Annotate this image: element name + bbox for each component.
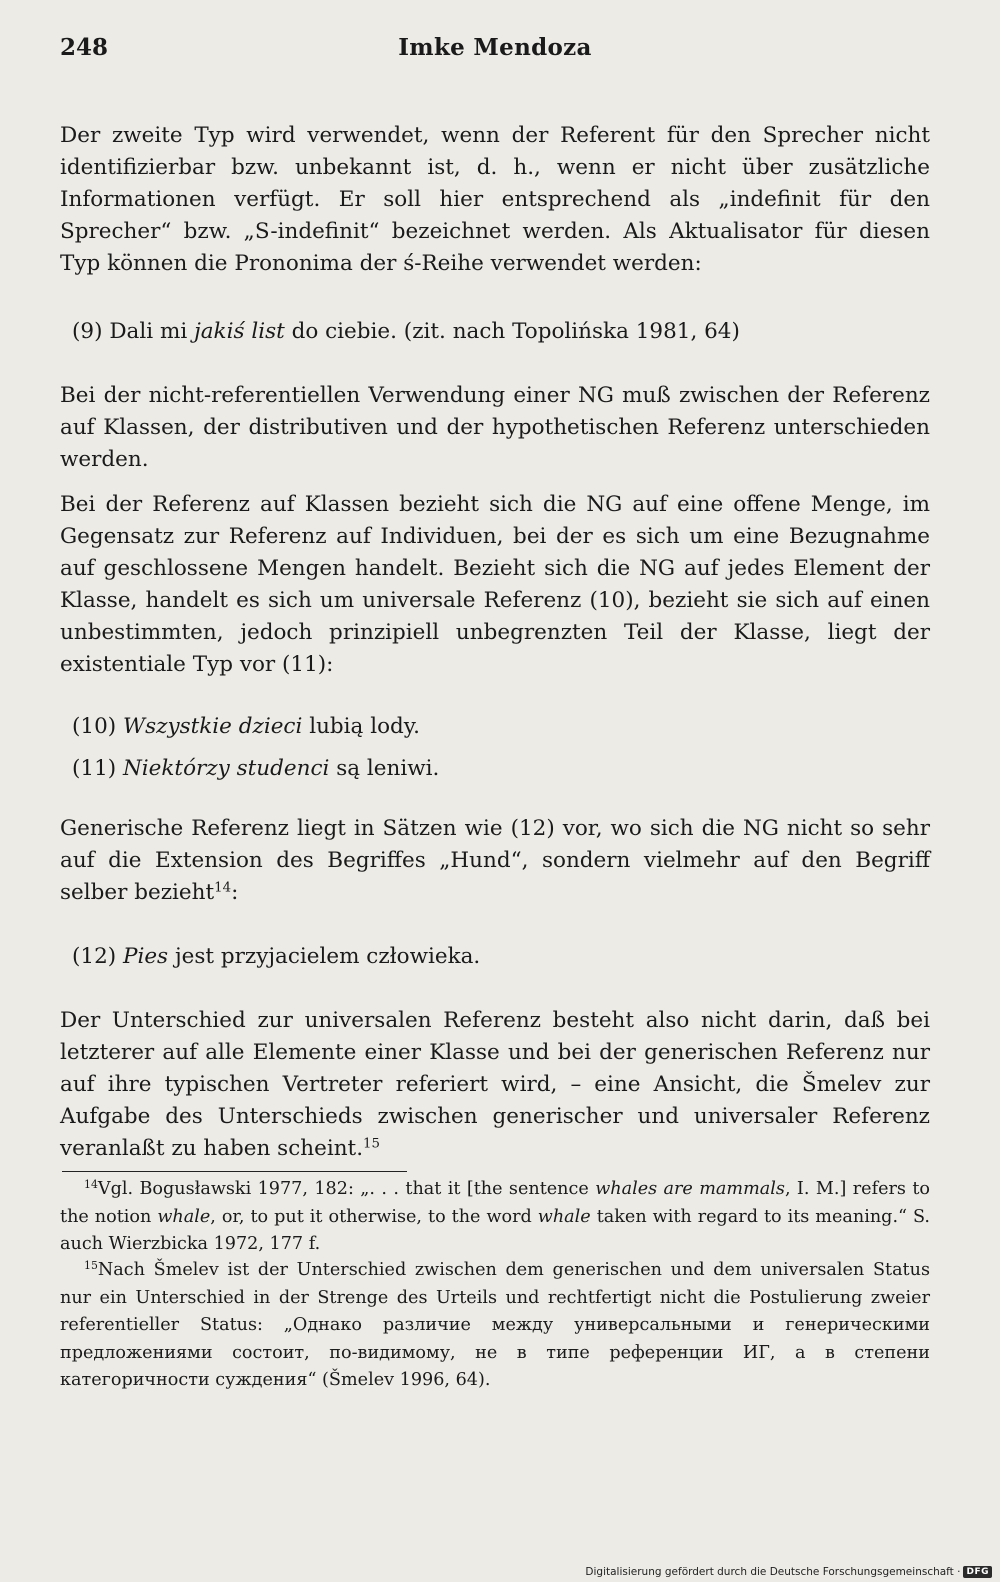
paragraph-3-text: Bei der Referenz auf Klassen bezieht sich die NG auf eine offene Menge, im Gegensatz zur Referenz auf Individuen, bei der es sich um eine Bezugnahme auf geschlossene Mengen handelt. Bezieht sich die NG auf jedes Element der Klasse, handelt es sich um universale Referenz (10), bezieht sie sich auf einen unbestimmten, jedoch prinzipiell unbegrenzten Teil der Klasse, liegt der existentiale Typ vor (11): [60,492,930,677]
footnote-divider [62,1171,407,1172]
example-10-number: (10) [72,714,117,739]
example-9-italic: jakiś list [194,319,285,344]
footnote-ref-15: 15 [363,1136,380,1152]
example-10-post: lubią lody. [309,714,420,739]
dfg-logo: DFG [963,1566,992,1578]
paragraph-4-tail: : [231,880,239,905]
example-9-number: (9) [72,319,103,344]
paragraph-5-body [60,1005,930,1165]
paragraph-5-text: Der Unterschied zur universalen Referenz besteht also nicht darin, daß bei letzterer auf alle Elemente einer Klasse und bei der generischen Referenz nur auf ihre typischen Vertreter referiert wird, – eine Ansicht, die Šmelev zur Aufgabe des Unterschieds zwischen generischer und universaler Referenz veranlaßt zu haben scheint. [60,1008,930,1161]
example-12-post: jest przyjacielem człowieka. [174,944,481,969]
footnote-ref-14: 14 [214,880,232,896]
footnote-14-t3: , or, to put it otherwise, to the word [210,1206,532,1227]
example-12 [72,941,480,973]
footnote-14-t4: taken with regard to its meaning.“ S. auch Wierzbicka 1972, 177 f. [60,1206,931,1254]
footnote-15-number: 15 [84,1259,98,1272]
example-11-post: są leniwi. [336,756,440,781]
paragraph-2 [60,380,930,476]
page-header [60,34,930,68]
footnote-14-i2: whale [157,1206,211,1227]
footnote-14-i3: whale [537,1206,591,1227]
page-number: 248 [60,34,109,61]
footnote-14-number: 14 [84,1178,98,1191]
digitization-credit [585,1566,992,1578]
paragraph-4-text: Generische Referenz liegt in Sätzen wie (12) vor, wo sich die NG nicht so sehr auf die Extension des Begriffes „Hund“, sondern vielmehr auf den Begriff selber bezieht [60,816,930,905]
paragraph-4-body [60,813,930,909]
example-9-pre: Dali mi [109,319,188,344]
example-11-number: (11) [72,756,117,781]
footnote-15 [60,1257,930,1395]
paragraph-4 [60,813,930,909]
footnote-14-t2: , I. M.] refers to the notion [60,1179,931,1227]
footnote-15-text: Nach Šmelev ist der Unterschied zwischen dem generischen und dem universalen Status nur ein Unterschied in der Strenge des Urteils und rechtfertigt nicht die Postulierung zweier referentieller Status: „Однако различие между универсальными и генерическими предложениями состоит, по-видимому, не в типе референции ИГ, а в степени категоричности суждения“ (Šmelev 1996, 64). [60,1260,930,1390]
example-9 [72,316,740,348]
example-12-italic: Pies [122,944,169,969]
footnote-14-i1: whales are mammals [595,1179,785,1199]
paragraph-3 [60,489,930,681]
footnote-14 [60,1176,930,1259]
paragraph-5 [60,1005,930,1165]
paragraph-1 [60,120,930,280]
example-11 [72,753,439,785]
paragraph-1-text: Der zweite Typ wird verwendet, wenn der Referent für den Sprecher nicht identifizierbar bzw. unbekannt ist, d. h., wenn er nicht über zusätzliche Informationen verfügt. Er soll hier entsprechend als „indefinit für den Sprecher“ bzw. „S-indefinit“ bezeichnet werden. Als Aktualisator für diesen Typ können die Prononima der ś-Reihe verwendet werden: [60,123,930,276]
footnote-14-t1: Vgl. Bogusławski 1977, 182: „. . . that it [the sentence [97,1179,589,1199]
example-12-number: (12) [72,944,117,969]
example-9-post: do ciebie. (zit. nach Topolińska 1981, 64) [291,319,740,344]
running-head: Imke Mendoza [398,34,592,61]
example-10-italic: Wszystkie dzieci [122,714,303,739]
paragraph-2-text: Bei der nicht-referentiellen Verwendung einer NG muß zwischen der Referenz auf Klassen, der distributiven und der hypothetischen Referenz unterschieden werden. [60,383,930,472]
credit-text: Digitalisierung gefördert durch die Deutsche Forschungsgemeinschaft · [585,1566,961,1578]
example-11-italic: Niektórzy studenci [122,756,330,781]
example-10 [72,711,420,743]
